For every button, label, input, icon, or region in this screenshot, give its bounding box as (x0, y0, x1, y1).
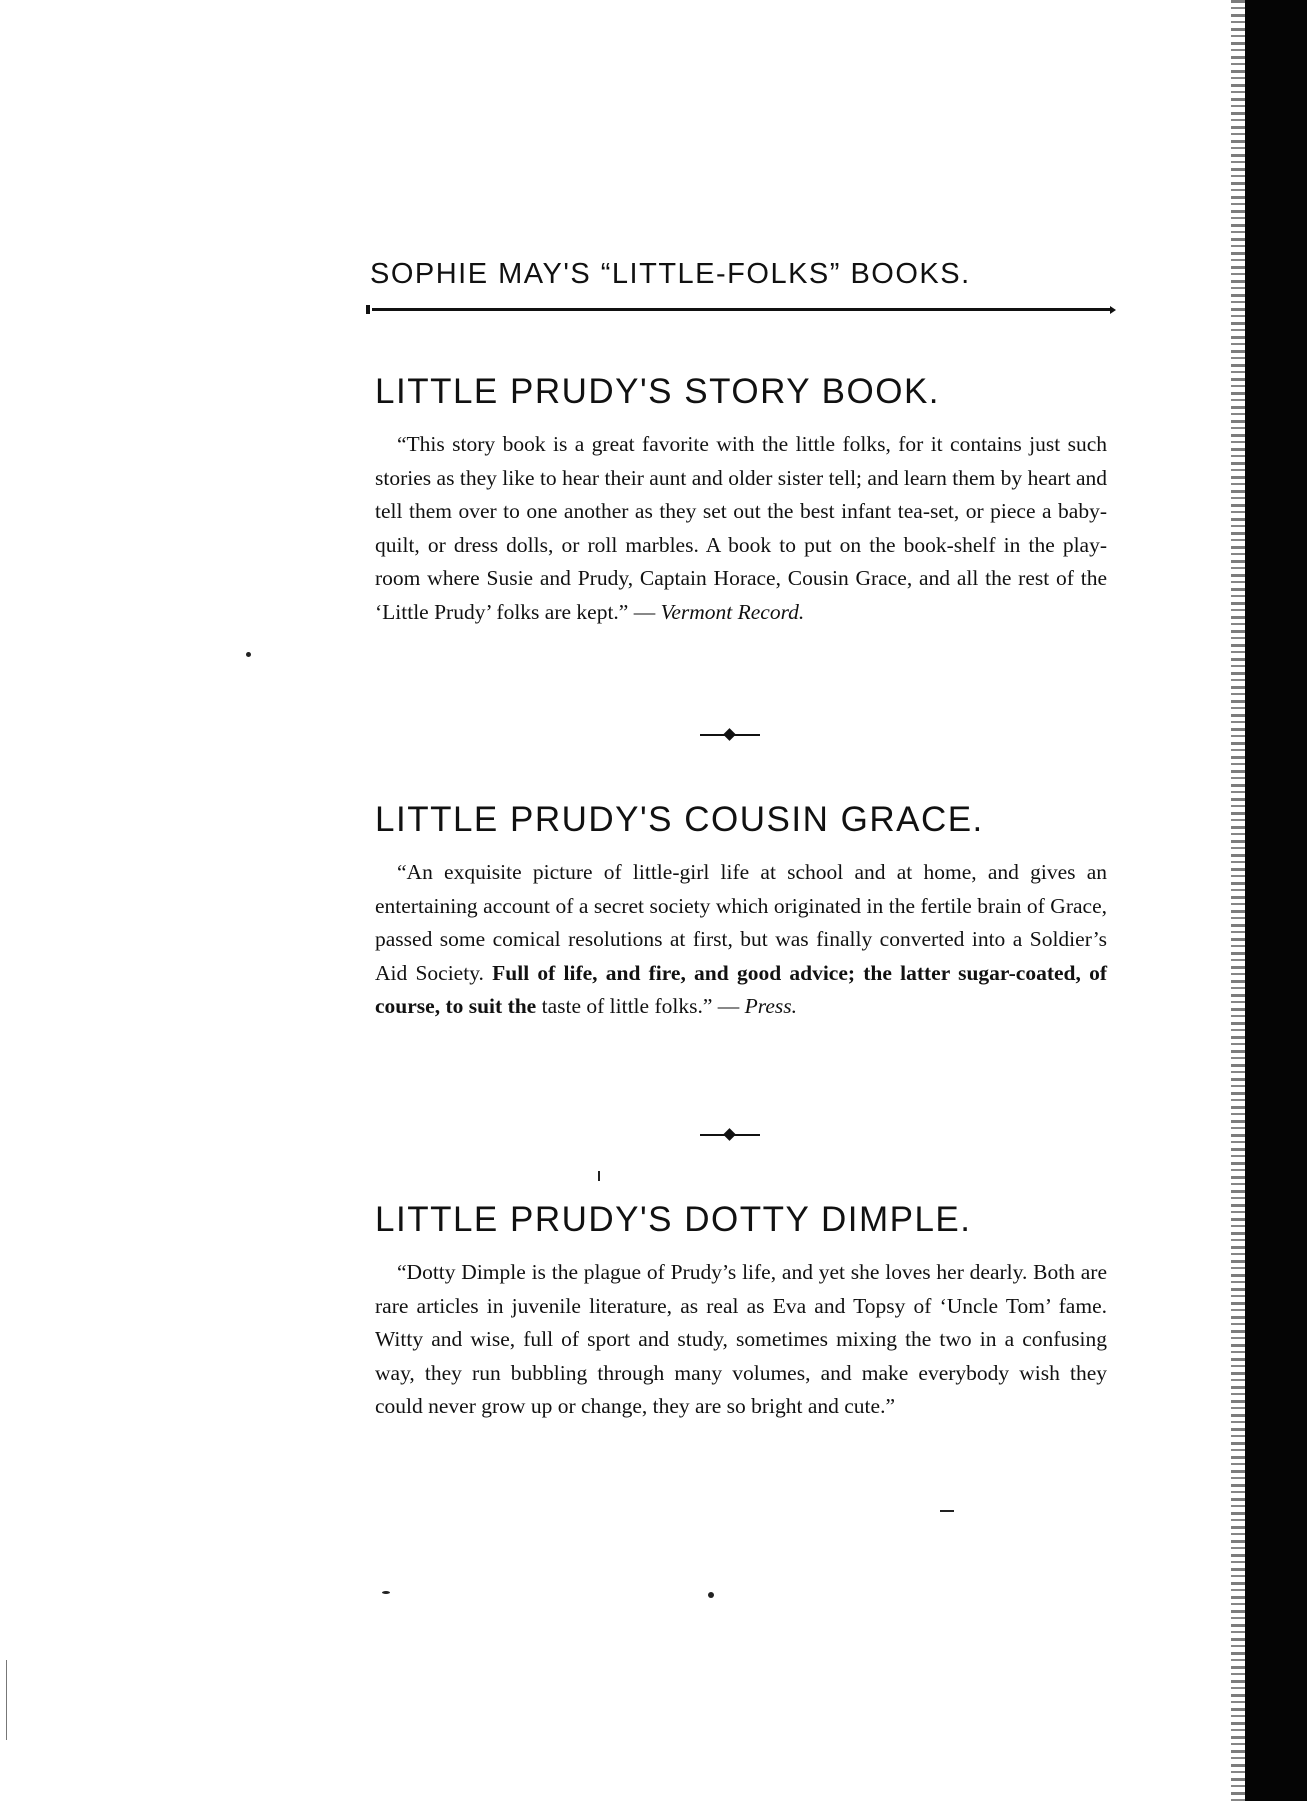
blurb-text: “This story book is a great favorite with the little folks, for it contains just such stories as they like to hear their aunt and older sister tell; and learn them by heart and tell them over to one another as they set out the best infant tea-set, or piece a baby-quilt, or dress dolls, or roll marbles. A book to put on the book-shelf in the play-room where Susie and Prudy, Captain Horace, Cousin Grace, and all the rest of the ‘Little Prudy’ folks are kept.” — (375, 432, 1107, 624)
scan-speck (708, 1592, 714, 1598)
section-dotty-dimple (375, 1200, 1107, 1424)
scan-speck (598, 1171, 600, 1181)
section-divider-ornament (690, 728, 770, 742)
blurb-source: Vermont Record. (660, 599, 805, 624)
scan-speck (382, 1591, 390, 1594)
scan-speck (940, 1510, 954, 1512)
blurb-text: “An exquisite picture of little-girl life at school and at home, and gives an entertaining account of a secret society which originated in the fertile brain of Grace, passed some comical resolutions at first, but was finally converted into a Soldier’s Aid Society. (375, 860, 1107, 985)
section-blurb (375, 856, 1107, 1024)
section-title: LITTLE PRUDY'S COUSIN GRACE. (375, 800, 984, 839)
running-head: SOPHIE MAY'S “LITTLE-FOLKS” BOOKS. (370, 258, 971, 290)
header-rule (372, 308, 1110, 311)
ornament-diamond (723, 728, 736, 741)
section-divider-ornament (690, 1128, 770, 1142)
section-blurb (375, 1256, 1107, 1424)
blurb-source: Press. (744, 994, 797, 1018)
section-title: LITTLE PRUDY'S STORY BOOK. (375, 372, 941, 411)
section-blurb (375, 428, 1107, 629)
scan-speck (246, 652, 251, 657)
blurb-end-text: taste of little folks.” — (536, 994, 745, 1018)
section-story-book (375, 372, 1107, 629)
page-edge-shadow (1245, 0, 1307, 1801)
ornament-diamond (723, 1128, 736, 1141)
blurb-bold-text: Full of life, and fire, and good advice; the latter sugar-coated, of course, to suit the (375, 960, 1107, 1018)
scan-speck (6, 1660, 7, 1740)
section-title: LITTLE PRUDY'S DOTTY DIMPLE. (375, 1200, 972, 1239)
blurb-text: “Dotty Dimple is the plague of Prudy’s life, and yet she loves her dearly. Both are rare articles in juvenile literature, as real as Eva and Topsy of ‘Uncle Tom’ fame. Witty and wise, full of sport and study, sometimes mixing the two in a confusing way, they run bubbling through many volumes, and make everybody wish they could never grow up or change, they are so bright and cute.” (375, 1260, 1107, 1418)
section-cousin-grace (375, 800, 1107, 1024)
